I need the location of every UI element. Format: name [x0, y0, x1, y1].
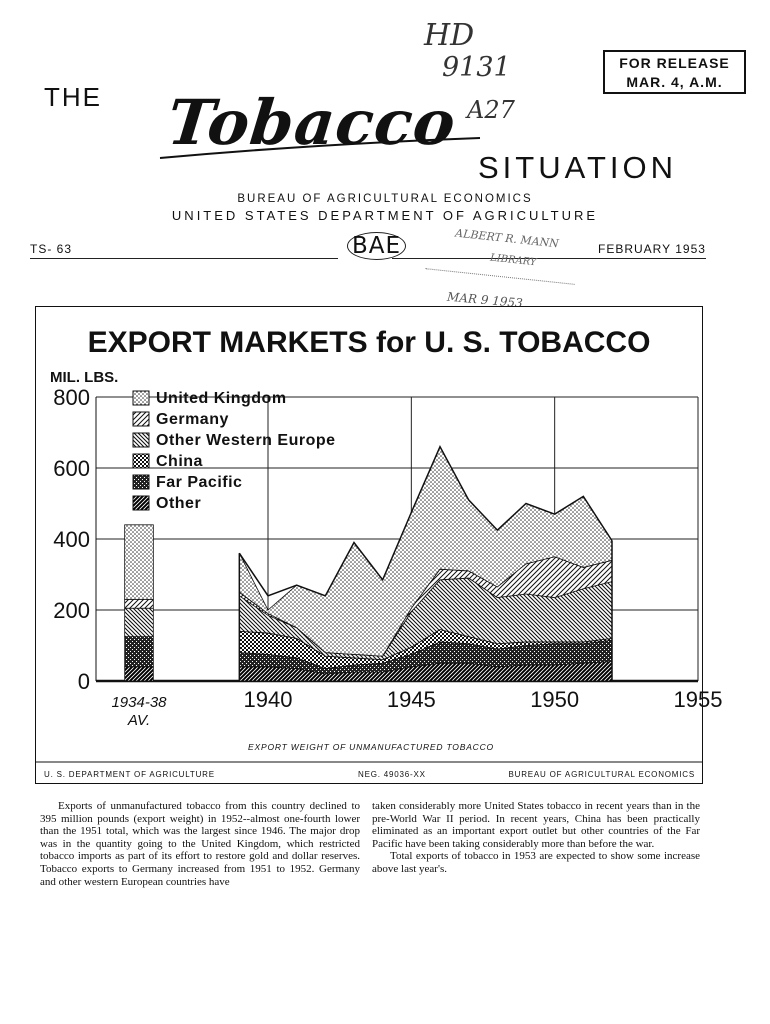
y-axis-label: MIL. LBS. [50, 369, 119, 386]
legend-swatch [133, 412, 149, 426]
y-tick-label: 0 [77, 669, 90, 694]
avg-bar-united-kingdom [125, 525, 154, 600]
legend-label: Germany [156, 411, 229, 428]
issue-number: TS- 63 [30, 242, 73, 256]
department-name: UNITED STATES DEPARTMENT OF AGRICULTURE [171, 208, 599, 223]
avg-bar-other-western-europe [125, 608, 154, 636]
masthead-underline [155, 136, 485, 162]
x-tick-sublabel: AV. [127, 712, 151, 729]
y-tick-label: 200 [53, 598, 90, 623]
avg-bar-other [125, 667, 154, 681]
legend-label: China [156, 453, 203, 470]
figure-footer-left: U. S. DEPARTMENT OF AGRICULTURE [44, 770, 215, 779]
masthead-tobacco-logo: Tobacco [164, 86, 460, 159]
x-axis-label: EXPORT WEIGHT OF UNMANUFACTURED TOBACCO [248, 742, 494, 752]
paragraph-2: taken considerably more United States tobacco in recent years than in the pre-World War II period. In recent years, China has been practically eliminated as an important export outlet but other countries of the Far Pacific have been taking considerably more than before the war. [372, 800, 700, 850]
issue-date: FEBRUARY 1953 [598, 242, 706, 256]
handwritten-call-number-line2: 9131 [442, 52, 511, 83]
legend-label: Far Pacific [156, 474, 243, 491]
masthead-situation: SITUATION [478, 150, 678, 185]
handwritten-call-number-line1: HD [424, 18, 475, 53]
x-tick-label: 1950 [530, 687, 580, 712]
avg-bar-germany [125, 599, 154, 608]
y-tick-label: 400 [53, 527, 90, 552]
library-stamp-rule [425, 268, 574, 285]
legend-swatch [133, 475, 149, 489]
chart-title: EXPORT MARKETS for U. S. TOBACCO [87, 326, 651, 359]
masthead-the: THE [44, 82, 102, 112]
figure-footer-neg: NEG. 49036-XX [358, 770, 426, 779]
x-tick-label: 1940 [243, 687, 293, 712]
legend-swatch [133, 433, 149, 447]
legend-swatch [133, 391, 149, 405]
library-stamp-date: MAR 9 1953 [446, 289, 524, 311]
x-tick-label: 1955 [673, 687, 723, 712]
avg-bar-far-pacific [125, 637, 154, 667]
legend-label: Other [156, 495, 202, 512]
release-line2: MAR. 4, A.M. [626, 74, 723, 90]
y-tick-label: 600 [53, 456, 90, 481]
library-stamp-line2: LIBRARY [489, 252, 537, 269]
header-rule-right [392, 258, 706, 259]
paragraph-3: Total exports of tobacco in 1953 are expected to show some increase above last year's. [372, 850, 700, 875]
y-tick-label: 800 [53, 385, 90, 410]
legend-label: United Kingdom [156, 390, 287, 407]
article-column-right [372, 800, 700, 876]
legend-swatch [133, 454, 149, 468]
article-column-left [40, 800, 360, 888]
header-rule-left [30, 258, 338, 259]
paragraph-1: Exports of unmanufactured tobacco from this country declined to 395 million pounds (export weight) in 1952--almost one-fourth lower than the 1951 total, which was the largest since 1946. The major drop was in the quantity going to the United Kingdom, which restricted tobacco imports as part of its effort to restore gold and dollar reserves. Tobacco exports to Germany increased from 1951 to 1952. Germany and other western European countries have [40, 800, 360, 888]
export-markets-chart [36, 307, 723, 783]
legend-label: Other Western Europe [156, 432, 336, 449]
release-notice [603, 50, 746, 94]
legend-swatch [133, 496, 149, 510]
x-tick-label: 1934-38 [111, 694, 167, 711]
chart-figure [35, 306, 723, 784]
library-stamp-line1: ALBERT R. MANN [454, 226, 560, 251]
bureau-name: BUREAU OF AGRICULTURAL ECONOMICS [237, 193, 533, 205]
release-line1: FOR RELEASE [619, 55, 730, 71]
x-tick-label: 1945 [386, 687, 436, 712]
handwritten-call-number-line3: A27 [467, 96, 515, 124]
figure-footer-right: BUREAU OF AGRICULTURAL ECONOMICS [508, 770, 695, 779]
bae-seal: BAE [347, 232, 406, 260]
